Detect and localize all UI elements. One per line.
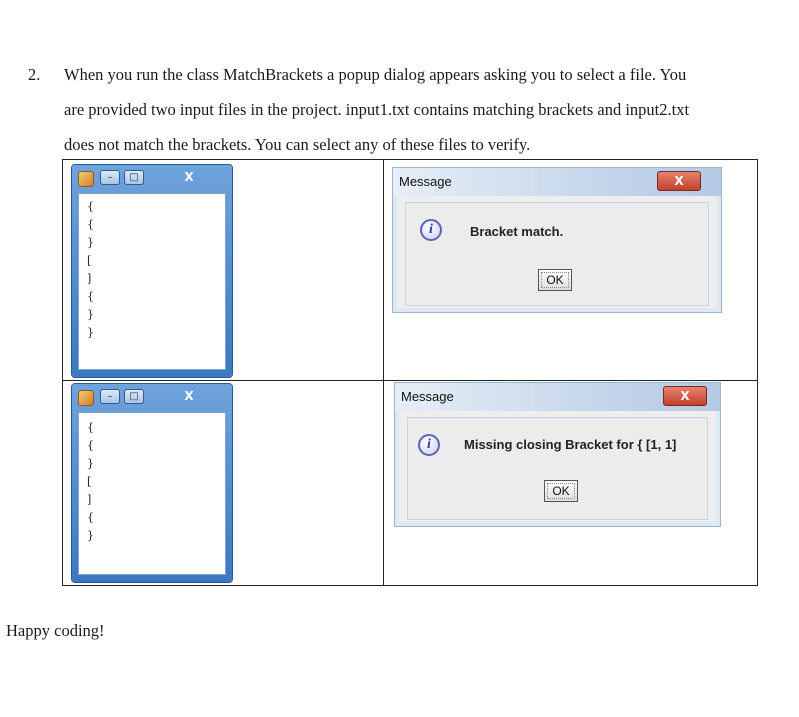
dialog-close-button[interactable]: X [663,386,707,406]
close-button[interactable]: X [184,389,194,403]
info-icon: i [418,434,440,456]
message-dialog-1 [392,167,722,313]
bracket-char: } [87,529,94,542]
bracket-char: } [87,457,94,470]
question-number: 2. [28,65,41,84]
bracket-char: { [87,439,94,452]
ok-button[interactable]: OK [544,480,578,502]
dialog-close-button[interactable]: X [657,171,701,191]
bracket-char: ] [87,493,92,506]
maximize-button[interactable]: □ [124,389,144,404]
java-app-icon [78,171,94,187]
window-titlebar [72,165,232,193]
bracket-char: [ [87,475,92,488]
file-content-window-2 [72,384,232,582]
table-divider-horizontal [63,380,757,381]
closing-text: Happy coding! [6,621,105,640]
bracket-char: { [87,421,94,434]
close-button[interactable]: X [184,170,194,184]
minimize-button[interactable]: – [100,170,120,185]
question-line-3: does not match the brackets. You can select any of these files to verify. [64,135,531,154]
dialog-body [407,417,708,520]
bracket-char: } [87,326,94,339]
bracket-char: { [87,218,94,231]
dialog-title: Message [401,389,454,404]
bracket-char: { [87,511,94,524]
info-icon: i [420,219,442,241]
minimize-button[interactable]: – [100,389,120,404]
dialog-titlebar [395,383,720,411]
dialog-titlebar [393,168,721,196]
question-line-2: are provided two input files in the project. input1.txt contains matching brackets and input2.txt [64,100,690,119]
bracket-char: { [87,200,94,213]
question-line-1: When you run the class MatchBrackets a popup dialog appears asking you to select a file. You [64,65,687,84]
bracket-char: ] [87,272,92,285]
example-table [62,159,758,586]
bracket-char: } [87,308,94,321]
bracket-text-area[interactable] [78,412,226,575]
message-dialog-2 [394,382,721,527]
ok-button[interactable]: OK [538,269,572,291]
dialog-body [405,202,709,306]
dialog-title: Message [399,174,452,189]
dialog-message: Missing closing Bracket for { [1, 1] [464,437,677,452]
maximize-button[interactable]: □ [124,170,144,185]
bracket-text-area[interactable] [78,193,226,370]
bracket-char: { [87,290,94,303]
table-divider-vertical [383,160,384,585]
window-titlebar [72,384,232,412]
file-content-window-1 [72,165,232,377]
dialog-message: Bracket match. [470,224,564,239]
bracket-char: } [87,236,94,249]
bracket-char: [ [87,254,92,267]
java-app-icon [78,390,94,406]
